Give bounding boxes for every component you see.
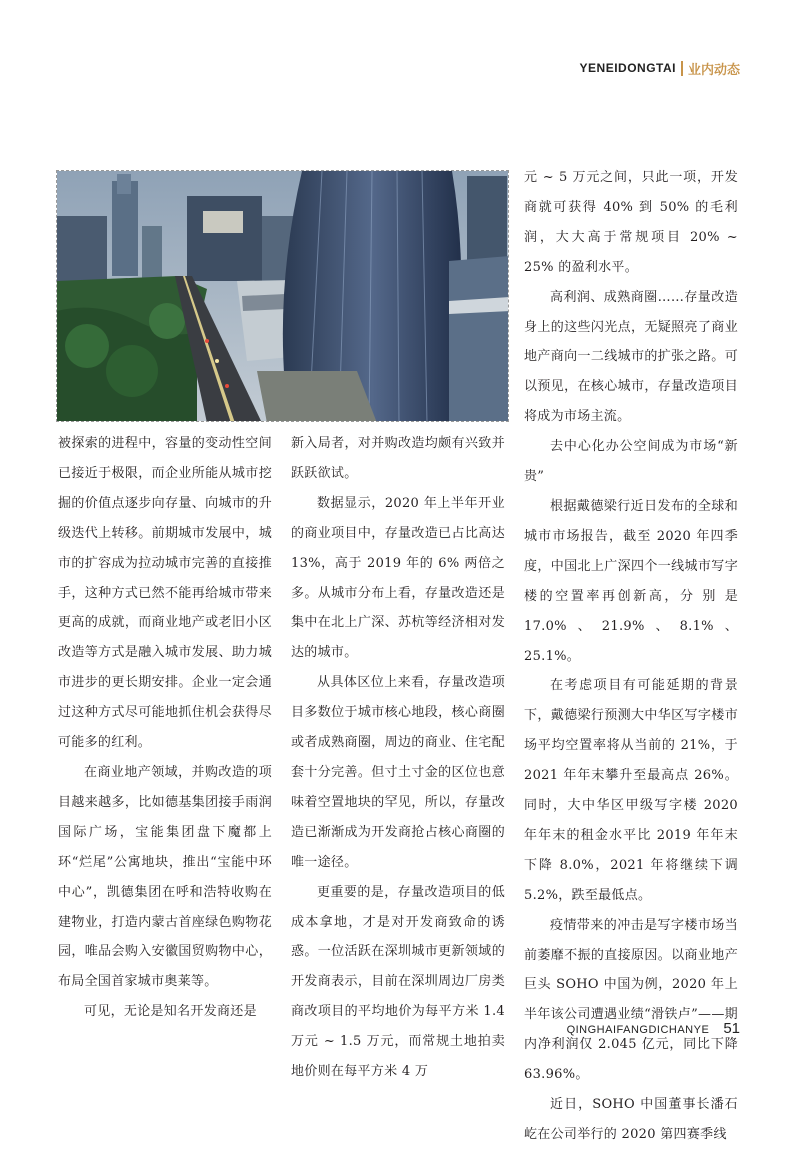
paragraph: 在考虑项目有可能延期的背景下，戴德梁行预测大中华区写字楼市场平均空置率将从当前的 21%，于 2021 年年末攀升至最高点 26%。同时，大中华区甲级写字楼 2020 年年末的租金水平比 2019 年年末下降 8.0%，2021 年将继续下调 5.2%，跌至最低点。 <box>524 678 738 903</box>
paragraph: 根据戴德梁行近日发布的全球和城市市场报告，截至 2020 年四季度，中国北上广深四个一线城市写字楼的空置率再创新高，分 别 是 17.0%、21.9%、8.1%、25.1%。 <box>524 498 738 664</box>
text-column-3 <box>524 163 738 1150</box>
header-divider <box>681 61 683 76</box>
paragraph: 高利润、成熟商圈……存量改造身上的这些闪光点，无疑照亮了商业地产商向一二线城市的扩张之路。可以预见，在核心城市，存量改造项目将成为市场主流。 <box>524 289 738 425</box>
page-header <box>580 58 740 78</box>
section-name-cn: 业内动态 <box>687 61 740 77</box>
paragraph: 疫情带来的冲击是写字楼市场当前萎靡不振的直接原因。以商业地产巨头 SOHO 中国为例，2020 年上半年该公司遭遇业绩“滑铁卢”——期内净利润仅 2.045 亿元，同比下降 63.96%。 <box>524 917 738 1083</box>
paragraph: 近日，SOHO 中国董事长潘石屹在公司举行的 2020 第四赛季线 <box>524 1097 738 1142</box>
city-photo-illustration <box>57 171 509 422</box>
page-footer <box>567 1020 740 1037</box>
paragraph: 去中心化办公空间成为市场“新贵” <box>524 439 738 485</box>
paragraph: 在商业地产领域，并购改造的项目越来越多，比如德基集团接手雨润国际广场，宝能集团盘下魔都上环“烂尾”公寓地块，推出“宝能中环中心”，凯德集团在呼和浩特收购在建物业，打造内蒙古首座绿色购物花园，唯品会购入安徽国贸购物中心，布局全国首家城市奥莱等。 <box>58 764 272 990</box>
page-number: 51 <box>723 1020 740 1037</box>
text-column-1 <box>58 429 272 1027</box>
magazine-name: QINGHAIFANGDICHANYE <box>566 1024 710 1036</box>
paragraph: 更重要的是，存量改造项目的低成本拿地，才是对开发商致命的诱惑。一位活跃在深圳城市更新领域的开发商表示，目前在深圳周边厂房类商改项目的平均地价为每平方米 1.4 万元 ~ 1.5 万元，而常规土地拍卖地价则在每平方米 4 万 <box>291 884 505 1080</box>
paragraph: 新入局者，对并购改造均颇有兴致并跃跃欲试。 <box>291 436 505 481</box>
paragraph: 可见，无论是知名开发商还是 <box>84 1004 257 1020</box>
text-column-2 <box>291 429 505 1087</box>
paragraph: 数据显示，2020 年上半年开业的商业项目中，存量改造已占比高达 13%，高于 2019 年的 6% 两倍之多。从城市分布上看，存量改造还是集中在北上广深、苏杭等经济相对发达的城市。 <box>291 495 505 661</box>
paragraph: 从具体区位上来看，存量改造项目多数位于城市核心地段，核心商圈或者成熟商圈，周边的商业、住宅配套十分完善。但寸土寸金的区位也意味着空置地块的罕见，所以，存量改造已渐渐成为开发商抢占核心商圈的唯一途径。 <box>291 675 505 870</box>
paragraph: 元 ~ 5 万元之间，只此一项，开发商就可获得 40% 到 50% 的毛利润，大大高于常规项目 20% ~ 25% 的盈利水平。 <box>524 170 738 275</box>
paragraph: 被探索的进程中，容量的变动性空间已接近于极限，而企业所能从城市挖掘的价值点逐步向存量、向城市的升级迭代上转移。前期城市发展中，城市的扩容成为拉动城市完善的直接推手，这种方式已然不能再给城市带来更高的成就，而商业地产或老旧小区改造等方式是融入城市发展、助力城市进步的更长期安排。企业一定会通过这种方式尽可能地抓住机会获得尽可能多的红利。 <box>58 436 272 751</box>
city-skyline-photo <box>56 170 509 422</box>
section-name-en: YENEIDONGTAI <box>579 61 676 75</box>
